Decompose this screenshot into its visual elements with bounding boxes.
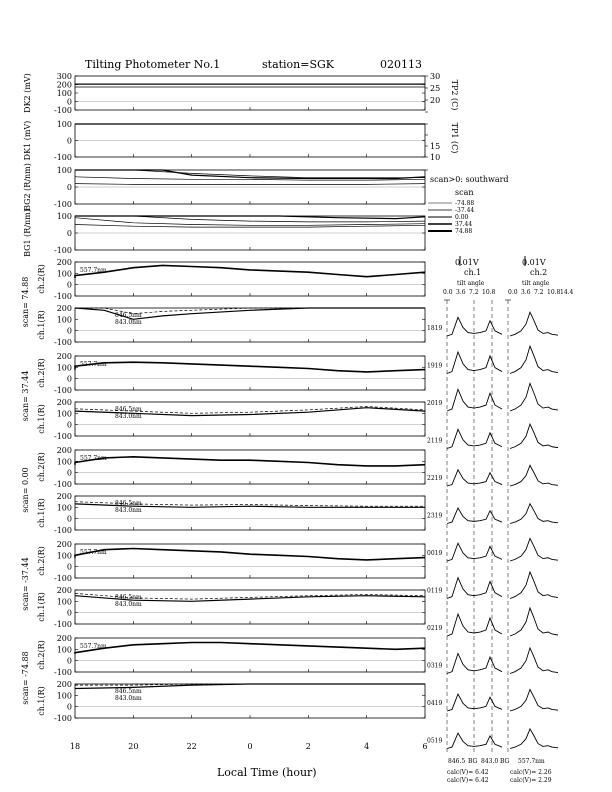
legend-entry: -74.88	[455, 200, 475, 207]
legend-entry: 0.00	[455, 214, 469, 221]
profile-time: 0519	[427, 737, 443, 745]
profile-time: 2019	[427, 400, 443, 407]
series-line	[75, 184, 425, 185]
y-tick-label: 0	[66, 656, 72, 666]
y-tick-label: -100	[54, 338, 72, 347]
line-label-8430: 843.0nm	[115, 319, 142, 326]
line-label-8465: 846.5nm	[115, 500, 142, 507]
series-line	[75, 170, 425, 179]
y-tick-label: 200	[56, 634, 72, 643]
profile-ch1	[447, 317, 502, 336]
y-tick-label: 0	[66, 702, 72, 712]
profile-ch2	[510, 504, 558, 524]
profile-time: 2119	[427, 437, 443, 445]
scan-label: scan= -37.44	[21, 557, 30, 611]
panel-frame	[75, 450, 425, 484]
y-tick-label: 100	[56, 166, 72, 175]
date-label: 020113	[380, 58, 422, 71]
tp-tick-label: 30	[430, 72, 441, 81]
line-label-8465: 846.5nm	[115, 594, 142, 601]
legend-note: scan>0: southward	[430, 175, 509, 184]
ch2-label: ch.2(R)	[37, 264, 46, 294]
series-line	[75, 362, 425, 372]
profile-time: 0419	[427, 700, 443, 707]
profile-ch2	[510, 424, 558, 448]
profile-ch1	[447, 429, 502, 448]
panel-frame	[75, 356, 425, 390]
legend-entry: 37.44	[455, 221, 473, 228]
tp-tick-label: 15	[430, 142, 441, 151]
x-tick-label: 4	[364, 742, 370, 751]
bottom-label-bg1: BG	[468, 758, 478, 765]
tilt-tick-label: 3.6	[521, 289, 531, 296]
tilt-tick-label: 0.0	[508, 289, 518, 296]
profile-time: 2319	[427, 512, 443, 520]
panel-frame	[75, 262, 425, 296]
y-tick-label: 100	[56, 89, 72, 98]
y-tick-label: 0	[66, 374, 72, 384]
y-tick-label: 100	[56, 269, 72, 279]
line-label-5577: 557.7nm	[80, 549, 107, 556]
profile-ch1	[447, 614, 502, 636]
scan-label: scan= 0.00	[21, 467, 30, 513]
y-tick-label: 200	[56, 586, 72, 595]
y-tick-label: 200	[56, 304, 72, 313]
profile-ch2	[510, 729, 558, 749]
tilt-tick-label: 3.6	[456, 289, 466, 296]
ch1-label: ch.1(R)	[37, 592, 46, 622]
scan-label: scan= 74.88	[21, 276, 30, 328]
line-label-5577: 557.7nm	[80, 643, 107, 650]
legend-entry: -37.44	[455, 207, 475, 214]
ch2-label: ch.2(R)	[37, 452, 46, 482]
y-tick-label: -100	[54, 106, 72, 115]
y-tick-label: -100	[54, 620, 72, 629]
profile-time: 1819	[427, 325, 443, 332]
ch2-tilt-label: tilt angle	[522, 280, 550, 287]
panel-label: BG2 (R/nm)	[23, 163, 32, 211]
line-label-8465: 846.5nm	[115, 688, 142, 695]
tilt-tick-label: 7.2	[534, 289, 544, 296]
y-tick-label: 100	[56, 409, 72, 419]
profile-ch1	[447, 508, 502, 524]
x-tick-label: 20	[128, 742, 139, 751]
ch1-scale-label: 0.01V	[455, 258, 479, 267]
chart-title: Tilting Photometer No.1	[85, 58, 221, 71]
x-axis-label: Local Time (hour)	[217, 766, 317, 779]
y-tick-label: 0	[66, 562, 72, 572]
y-tick-label: 200	[56, 680, 72, 689]
legend-entry: 74.88	[455, 228, 473, 235]
calc-ch2-a: calc(V)= 2.26	[510, 769, 552, 776]
y-tick-label: 100	[56, 645, 72, 655]
line-label-5577: 557.7nm	[80, 455, 107, 462]
y-tick-label: 200	[56, 258, 72, 267]
panel-label: DK1 (mV)	[23, 120, 32, 161]
line-label-8430: 843.0nm	[115, 413, 142, 420]
y-tick-label: -100	[54, 668, 72, 677]
series-line	[75, 549, 425, 560]
y-tick-label: -100	[54, 292, 72, 301]
y-tick-label: 100	[56, 212, 72, 221]
y-tick-label: -100	[54, 386, 72, 395]
y-tick-label: 100	[56, 503, 72, 513]
tp-tick-label: 10	[430, 153, 441, 162]
profile-time: 0119	[427, 587, 443, 595]
y-tick-label: -100	[54, 246, 72, 255]
legend-title: scan	[455, 188, 474, 197]
scan-label: scan= -74.88	[21, 651, 30, 705]
y-tick-label: -100	[54, 574, 72, 583]
bottom-label-846: 846.5	[448, 758, 466, 765]
profile-time: 0319	[427, 662, 443, 670]
profile-ch1	[447, 543, 502, 561]
y-tick-label: -100	[54, 153, 72, 162]
line-label-8430: 843.0nm	[115, 695, 142, 702]
calc-ch1-a: calc(V)= 6.42	[447, 769, 489, 776]
profile-time: 0219	[427, 625, 443, 632]
y-tick-label: 0	[66, 183, 72, 192]
ch1-label: ch.1(R)	[37, 686, 46, 716]
profile-ch2	[510, 538, 558, 561]
y-tick-label: -100	[54, 714, 72, 723]
profile-time: 0019	[427, 550, 443, 557]
bottom-label-843: 843.0	[481, 758, 499, 765]
ch1-tilt-label: tilt angle	[457, 280, 485, 287]
station-label: station=SGK	[262, 58, 335, 71]
ch1-label: ch.1(R)	[37, 498, 46, 528]
y-tick-label: 0	[66, 229, 72, 238]
panel-label: DK2 (mV)	[23, 73, 32, 113]
series-line	[75, 265, 425, 278]
profile-ch1	[447, 578, 502, 599]
ch2-label: ch.2(R)	[37, 640, 46, 670]
line-label-5577: 557.7nm	[80, 361, 107, 368]
y-tick-label: 0	[66, 514, 72, 524]
series-line	[75, 216, 425, 222]
profile-ch2	[510, 346, 558, 373]
series-line	[75, 643, 425, 654]
profile-ch2	[510, 689, 558, 711]
y-tick-label: 0	[66, 280, 72, 290]
y-tick-label: 200	[56, 492, 72, 501]
profile-ch1	[447, 694, 502, 711]
line-label-8430: 843.0nm	[115, 601, 142, 608]
panel-label: BG1 (R/nm)	[23, 209, 32, 257]
y-tick-label: -100	[54, 526, 72, 535]
x-tick-label: 0	[247, 742, 253, 751]
ch2-name: ch.2	[530, 268, 548, 277]
profile-ch2	[510, 383, 558, 411]
line-label-8465: 846.5nm	[115, 312, 142, 319]
profile-ch1	[447, 389, 502, 411]
y-tick-label: 200	[56, 398, 72, 407]
tilt-tick-label: 0.0	[443, 289, 453, 296]
y-tick-label: 100	[56, 363, 72, 373]
tp2-axis-label: TP2 (C)	[450, 79, 459, 111]
series-line	[75, 225, 425, 228]
profile-ch1	[447, 733, 502, 748]
y-tick-label: 100	[56, 551, 72, 561]
y-tick-label: 0	[66, 97, 72, 107]
x-tick-label: 22	[186, 742, 197, 751]
y-tick-label: 200	[56, 80, 72, 90]
profile-ch2	[510, 572, 558, 599]
x-tick-label: 18	[69, 742, 81, 751]
series-line	[75, 170, 425, 178]
tilt-tick-label: 14.4	[560, 289, 574, 296]
profile-ch1	[447, 352, 502, 373]
y-tick-label: 0	[66, 608, 72, 618]
series-line	[75, 457, 425, 466]
y-tick-label: 0	[66, 136, 72, 146]
y-tick-label: 0	[66, 326, 72, 336]
profile-time: 1919	[427, 362, 443, 370]
line-label-5577: 557.7nm	[80, 267, 107, 274]
ch2-label: ch.2(R)	[37, 546, 46, 576]
tp-tick-label: 25	[430, 84, 441, 93]
ch1-label: ch.1(R)	[37, 310, 46, 340]
profile-time: 2219	[427, 475, 443, 482]
y-tick-label: 100	[56, 597, 72, 607]
ch1-label: ch.1(R)	[37, 404, 46, 434]
y-tick-label: 200	[56, 446, 72, 455]
profile-ch2	[510, 648, 558, 674]
ch2-scale-label: 0.01V	[522, 258, 546, 267]
y-tick-label: -100	[54, 200, 72, 209]
y-tick-label: 200	[56, 540, 72, 549]
y-tick-label: 200	[56, 352, 72, 361]
calc-ch1-b: calc(V)= 6.42	[447, 777, 489, 784]
tilt-tick-label: 7.2	[469, 289, 479, 296]
profile-ch2	[510, 465, 558, 486]
y-tick-label: 100	[56, 120, 72, 129]
tp1-axis-label: TP1 (C)	[450, 122, 459, 154]
y-tick-label: -100	[54, 432, 72, 441]
line-label-8430: 843.0nm	[115, 507, 142, 514]
y-tick-label: 100	[56, 315, 72, 325]
line-label-8465: 846.5nm	[115, 406, 142, 413]
tilt-tick-label: 10.8	[482, 289, 496, 296]
tilt-tick-label: 10.8	[547, 289, 561, 296]
y-tick-label: 300	[56, 72, 72, 81]
tp-tick-label: 20	[430, 96, 441, 105]
y-tick-label: 100	[56, 691, 72, 701]
y-tick-label: 0	[66, 420, 72, 430]
scan-label: scan= 37.44	[21, 370, 30, 422]
profile-ch1	[447, 470, 502, 486]
profile-ch1	[447, 653, 502, 673]
y-tick-label: 100	[56, 457, 72, 467]
y-tick-label: 0	[66, 468, 72, 478]
ch1-name: ch.1	[464, 268, 482, 277]
panel-frame	[75, 76, 425, 110]
x-tick-label: 2	[305, 742, 311, 751]
profile-ch2	[510, 608, 558, 636]
calc-ch2-b: calc(V)= 2.29	[510, 777, 552, 784]
ch2-label: ch.2(R)	[37, 358, 46, 388]
y-tick-label: -100	[54, 480, 72, 489]
profile-ch2	[510, 312, 558, 336]
x-tick-label: 6	[422, 742, 428, 751]
bottom-label-5577: 557.7nm	[518, 758, 545, 765]
bottom-label-bg2: BG	[500, 758, 510, 765]
